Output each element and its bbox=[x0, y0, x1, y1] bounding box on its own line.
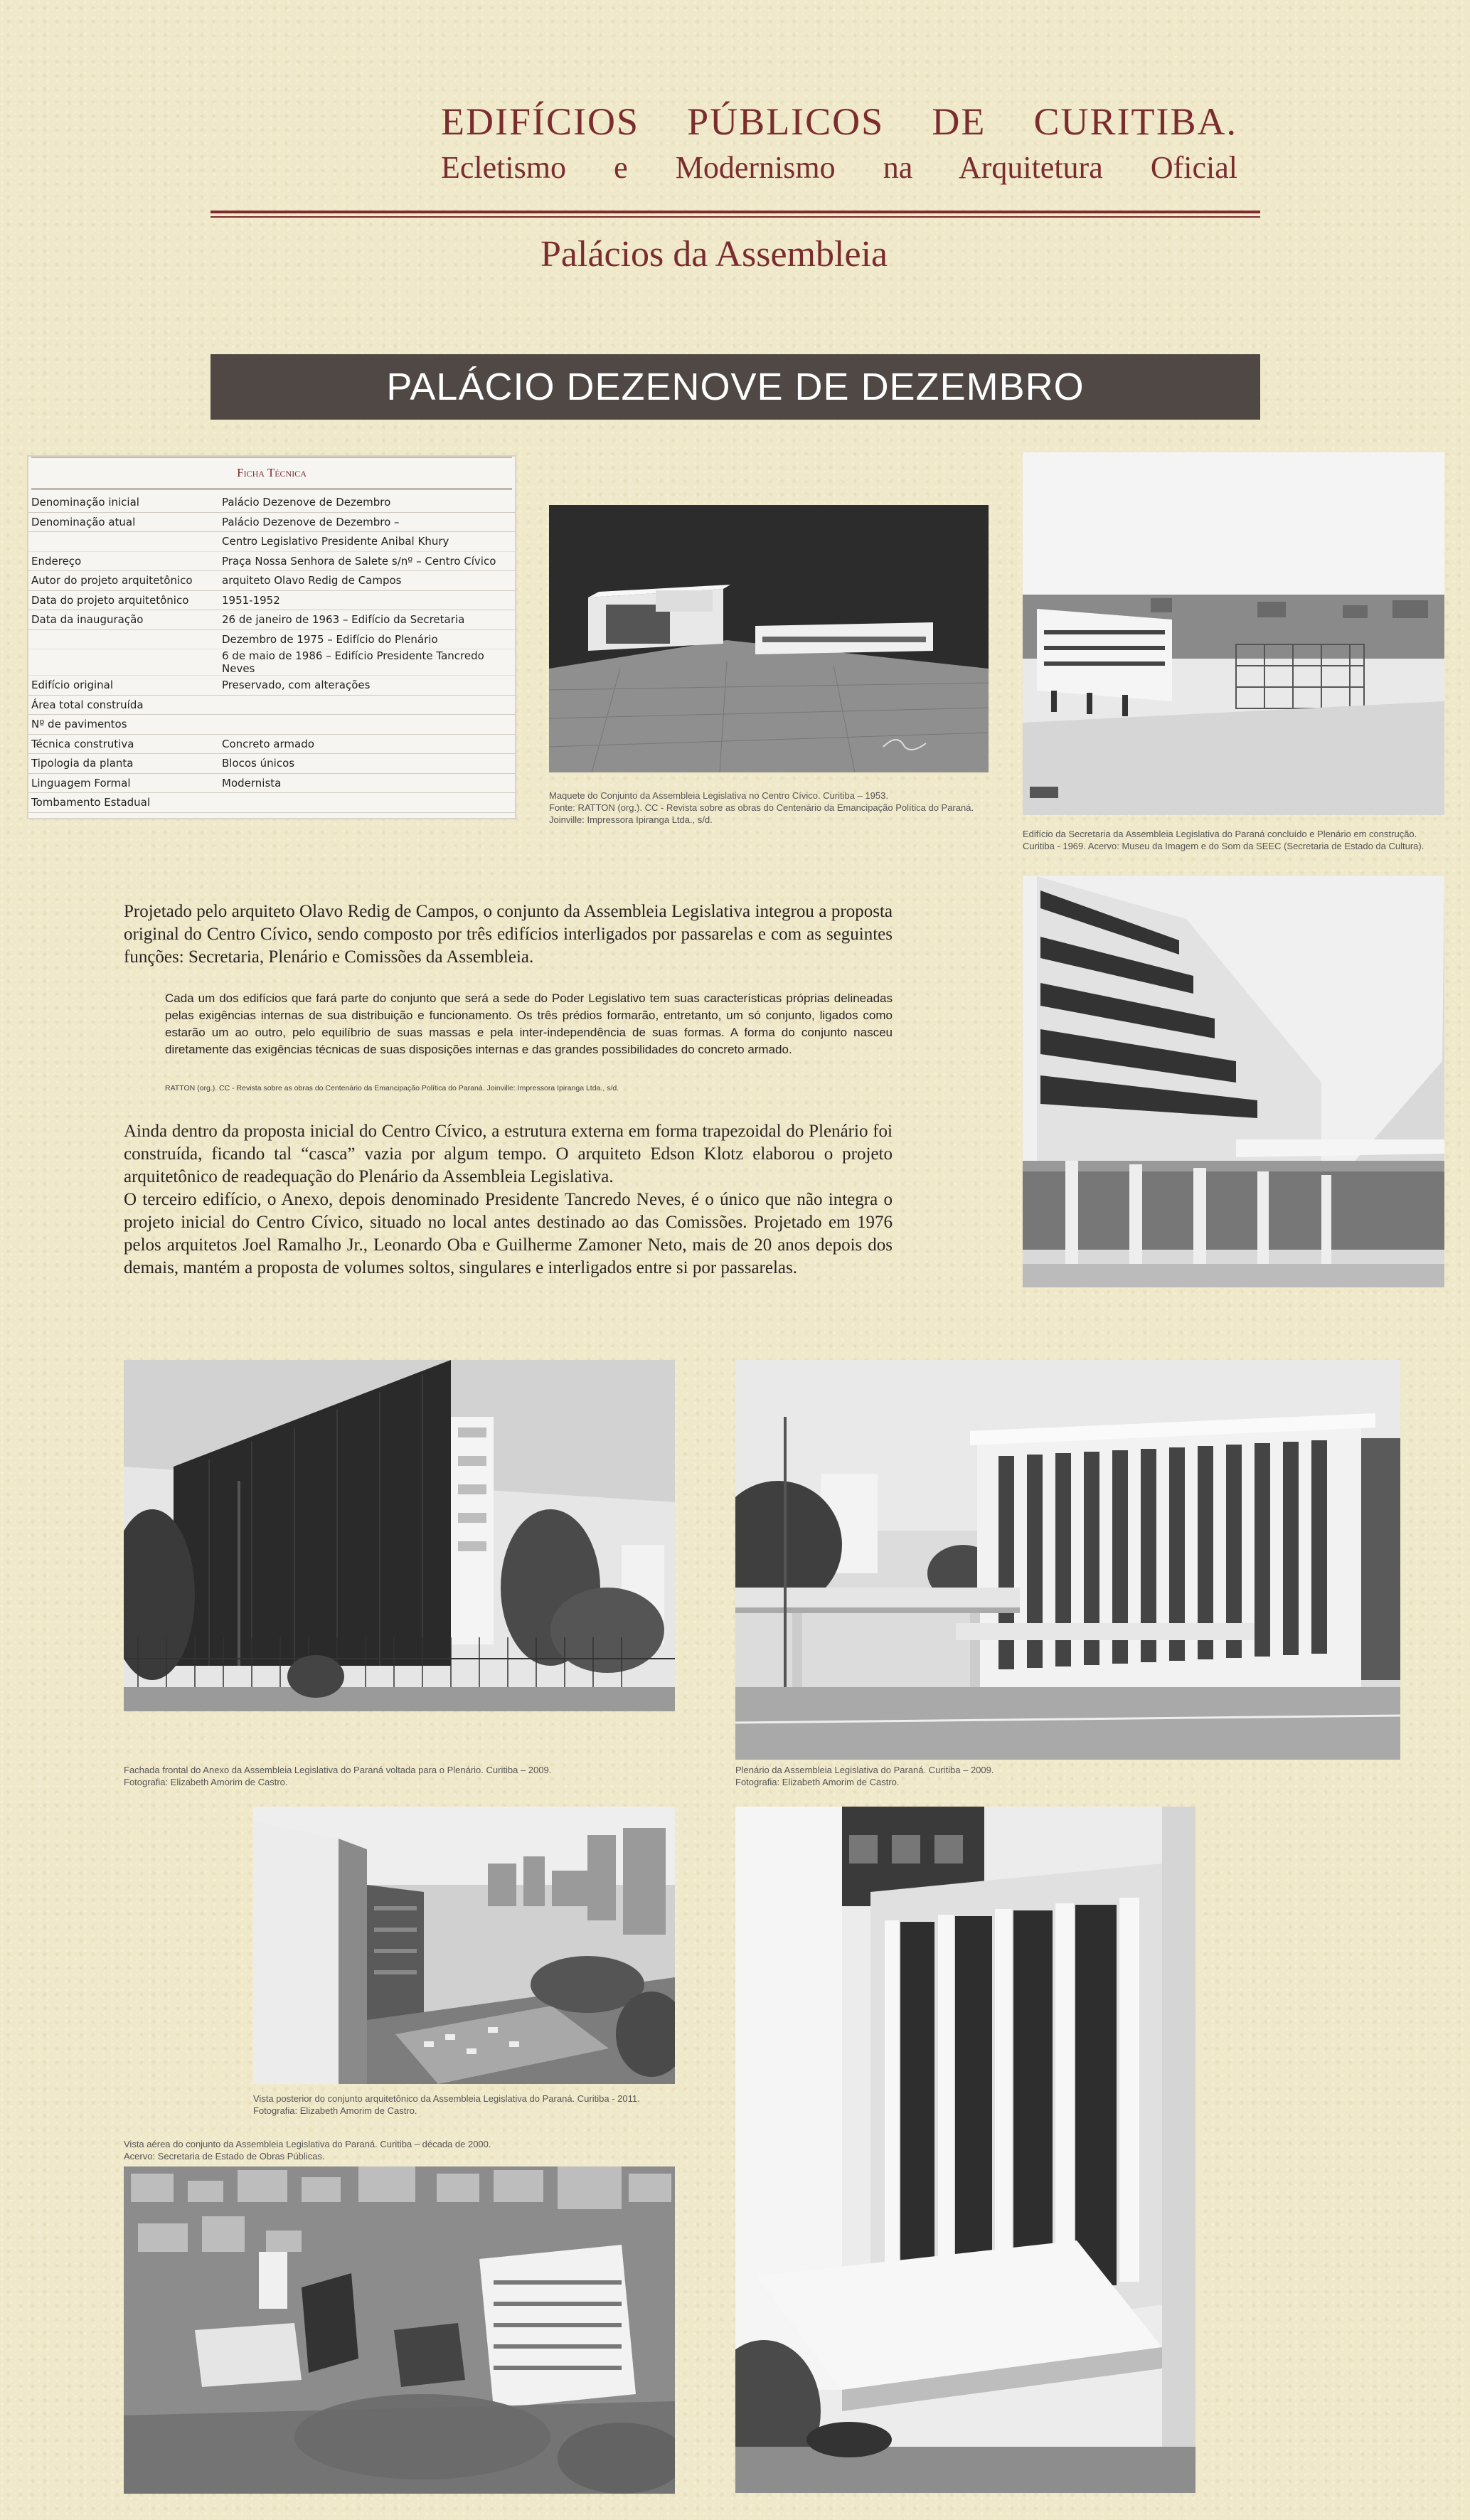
technical-sheet-label: Denominação atual bbox=[28, 512, 219, 532]
technical-sheet-value: Palácio Dezenove de Dezembro bbox=[219, 493, 515, 512]
plenario-paragraph: Ainda dentro da proposta inicial do Centro Cívico, a estrutura externa em forma trapezoidal do Plenário foi construída, ficando tal “casca” vazia por algum tempo. O arquiteto Edson Klotz elaborou o projeto arquitetônico de readequação do Plenário da Assembleia Legislativa. bbox=[124, 1122, 893, 1186]
technical-sheet-row bbox=[28, 734, 515, 754]
technical-sheet-label: Nº de pavimentos bbox=[28, 715, 219, 735]
intro-paragraph: Projetado pelo arquiteto Olavo Redig de Campos, o conjunto da Assembleia Legislativa integrou a proposta original do Centro Cívico, sendo composto por três edifícios interligados por passarelas e com as seguintes funções: Secretaria, Plenário e Comissões da Assembleia. bbox=[124, 902, 893, 967]
plenario-caption: Plenário da Assembleia Legislativa do Paraná. Curitiba – 2009. Fotografia: Elizabeth Amorim de Castro. bbox=[735, 1765, 994, 1787]
technical-sheet-value: 26 de janeiro de 1963 – Edifício da Secretaria bbox=[219, 610, 515, 630]
technical-sheet-label: Linguagem Formal bbox=[28, 773, 219, 793]
technical-sheet-label: Técnica construtiva bbox=[28, 734, 219, 754]
vista-posterior-photo bbox=[253, 1807, 675, 2084]
technical-sheet-label: Tipologia da planta bbox=[28, 754, 219, 774]
technical-sheet-value: Preservado, com alterações bbox=[219, 676, 515, 696]
technical-sheet-value: Dezembro de 1975 – Edifício do Plenário bbox=[219, 629, 515, 649]
technical-sheet-label: Tombamento Estadual bbox=[28, 793, 219, 813]
technical-sheet-value: Palácio Dezenove de Dezembro – bbox=[219, 512, 515, 532]
anexo-caption: Fachada frontal do Anexo da Assembleia Legislativa do Paraná voltada para o Plenário. Curitiba – 2009. Fotografia: Elizabeth Amorim de Castro. bbox=[124, 1765, 552, 1787]
technical-sheet-value: 1951-1952 bbox=[219, 590, 515, 610]
technical-sheet-label: Autor do projeto arquitetônico bbox=[28, 571, 219, 591]
technical-sheet-row bbox=[28, 571, 515, 591]
technical-sheet-value bbox=[219, 695, 515, 715]
technical-sheet-value: Centro Legislativo Presidente Anibal Khury bbox=[219, 532, 515, 552]
technical-sheet-value: Modernista bbox=[219, 773, 515, 793]
page-subtitle: Ecletismo e Modernismo na Arquitetura Oficial bbox=[441, 150, 1237, 185]
technical-sheet-value: 6 de maio de 1986 – Edifício Presidente Tancredo Neves bbox=[219, 649, 515, 676]
technical-sheet bbox=[27, 455, 516, 819]
technical-sheet-row bbox=[28, 773, 515, 793]
technical-sheet-table bbox=[28, 493, 515, 813]
page-title: EDIFÍCIOS PÚBLICOS DE CURITIBA. bbox=[441, 100, 1237, 143]
section-title: Palácios da Assembleia bbox=[540, 234, 888, 275]
technical-sheet-row bbox=[28, 676, 515, 696]
technical-sheet-label bbox=[28, 629, 219, 649]
technical-sheet-row bbox=[28, 610, 515, 630]
technical-sheet-row bbox=[28, 715, 515, 735]
technical-sheet-label: Denominação inicial bbox=[28, 493, 219, 512]
technical-sheet-label bbox=[28, 649, 219, 676]
technical-sheet-label: Data do projeto arquitetônico bbox=[28, 590, 219, 610]
technical-sheet-row bbox=[28, 512, 515, 532]
technical-sheet-row bbox=[28, 493, 515, 512]
anexo-paragraph: O terceiro edifício, o Anexo, depois denominado Presidente Tancredo Neves, é o único que não integra o projeto inicial do Centro Cívico, situado no local antes destinado ao das Comissões. Projetado em 1976 pelos arquitetos Joel Ramalho Jr., Leonardo Oba e Guilherme Zamoner Neto, mais de 20 anos depois dos demais, mantém a proposta de volumes soltos, singulares e interligados entre si por passarelas. bbox=[124, 1190, 893, 1277]
technical-sheet-label: Data da inauguração bbox=[28, 610, 219, 630]
technical-sheet-row bbox=[28, 649, 515, 676]
plenario-photo bbox=[735, 1360, 1400, 1760]
technical-sheet-heading: Ficha Técnica bbox=[31, 457, 512, 490]
technical-sheet-row bbox=[28, 532, 515, 552]
technical-sheet-value: Blocos únicos bbox=[219, 754, 515, 774]
secretaria-building-photo bbox=[1023, 876, 1444, 1287]
technical-sheet-row bbox=[28, 629, 515, 649]
technical-sheet-row bbox=[28, 695, 515, 715]
quote-text: Cada um dos edifícios que fará parte do conjunto que será a sede do Poder Legislativo tem suas características próprias delineadas pelas exigências internas de sua distribuição e funcionamento. Os três prédios formarão, entretanto, um só conjunto, ligados como estarão um ao outro, pelo equilíbrio de suas massas e pela inter-independência de suas formas. A forma do conjunto nasceu diretamente das exigências técnicas de suas disposições internas e das grandes possibilidades do concreto armado. bbox=[165, 991, 893, 1056]
technical-sheet-value bbox=[219, 715, 515, 735]
secretaria-1969-caption: Edifício da Secretaria da Assembleia Legislativa do Paraná concluído e Plenário em construção. Curitiba - 1969. Acervo: Museu da Imagem e do Som da SEEC (Secretaria de Estado da Cultura). bbox=[1023, 829, 1424, 851]
header-rule-thin bbox=[211, 216, 1260, 218]
header-rule bbox=[211, 211, 1260, 213]
quote-source: RATTON (org.). CC - Revista sobre as obras do Centenário da Emancipação Política do Paraná. Joinville: Impressora Ipiranga Ltda., s/d. bbox=[165, 1084, 619, 1092]
building-title-banner: PALÁCIO DEZENOVE DE DEZEMBRO bbox=[211, 354, 1260, 420]
maquete-caption: Maquete do Conjunto da Assembleia Legislativa no Centro Cívico. Curitiba – 1953. Fonte: RATTON (org.). CC - Revista sobre as obras do Centenário da Emancipação Política do Paraná. Joinville: Impressora Ipiranga Ltda., s/d. bbox=[549, 790, 974, 825]
technical-sheet-row bbox=[28, 754, 515, 774]
technical-sheet-row bbox=[28, 551, 515, 571]
maquete-photo bbox=[549, 505, 989, 772]
technical-sheet-label bbox=[28, 532, 219, 552]
technical-sheet-label: Edifício original bbox=[28, 676, 219, 696]
technical-sheet-value bbox=[219, 793, 515, 813]
anexo-photo bbox=[124, 1360, 675, 1711]
secretaria-1969-photo bbox=[1023, 452, 1444, 815]
vista-aerea-photo bbox=[124, 2167, 675, 2494]
technical-sheet-row bbox=[28, 793, 515, 813]
technical-sheet-value: arquiteto Olavo Redig de Campos bbox=[219, 571, 515, 591]
technical-sheet-value: Concreto armado bbox=[219, 734, 515, 754]
vista-aerea-caption: Vista aérea do conjunto da Assembleia Legislativa do Paraná. Curitiba – década de 2000. Acervo: Secretaria de Estado de Obras Públicas. bbox=[124, 2139, 491, 2162]
plenario-detail-photo bbox=[735, 1807, 1195, 2493]
vista-posterior-caption: Vista posterior do conjunto arquitetônico da Assembleia Legislativa do Paraná. Curitiba - 2011. Fotografia: Elizabeth Amorim de Castro. bbox=[253, 2093, 640, 2116]
technical-sheet-label: Endereço bbox=[28, 551, 219, 571]
technical-sheet-label: Área total construída bbox=[28, 695, 219, 715]
technical-sheet-row bbox=[28, 590, 515, 610]
technical-sheet-value: Praça Nossa Senhora de Salete s/nº – Centro Cívico bbox=[219, 551, 515, 571]
